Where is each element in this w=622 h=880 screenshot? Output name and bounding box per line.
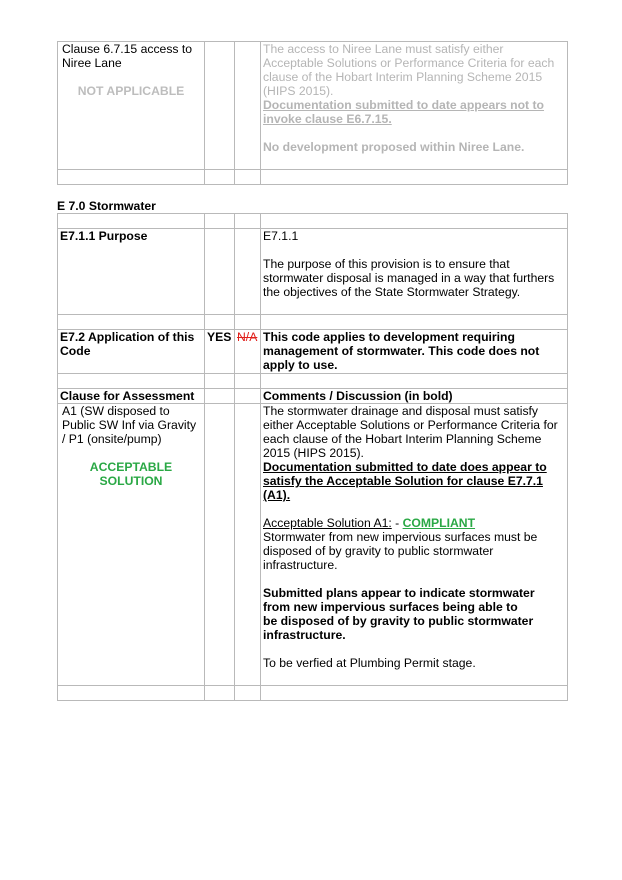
a1-solution-line	[263, 516, 565, 530]
na-label: N/A	[237, 330, 258, 344]
table-row	[58, 330, 568, 374]
comment-para: Documentation submitted to date appears not to invoke clause E6.7.15.	[263, 98, 545, 126]
clause-label: Clause 6.7.15 access to Niree Lane	[62, 42, 193, 70]
section-heading: E 7.0 Stormwater	[57, 199, 156, 213]
comment-para: No development proposed within Niree Lane.	[263, 140, 525, 154]
table-row	[58, 389, 568, 404]
table-row	[58, 374, 568, 389]
a1-label: A1 (SW disposed to Public SW Inf via Gravity / P1 (onsite/pump)	[62, 404, 197, 446]
a1-verify-text: To be verfied at Plumbing Permit stage.	[263, 656, 476, 670]
status-not-applicable: NOT APPLICABLE	[77, 84, 185, 98]
purpose-cell	[261, 229, 568, 315]
comment-para: The access to Niree Lane must satisfy either Acceptable Solutions or Performance Criteria for each clause of the Hobart Interim Planning Scheme 2015 (HIPS 2015).	[263, 42, 555, 98]
a1-solution-sep: -	[391, 516, 403, 530]
a1-cell	[58, 404, 205, 686]
a1-para: The stormwater drainage and disposal must satisfy either Acceptable Solutions or Performance Criteria for each clause of the Hobart Interim Planning Scheme 2015 (HIPS 2015).	[263, 404, 558, 460]
clause-cell	[58, 42, 205, 170]
table-row	[58, 229, 568, 315]
table-row	[58, 42, 568, 170]
purpose-text: The purpose of this provision is to ensure that stormwater disposal is managed in a way that furthers the objectives of the State Stormwater Strategy.	[263, 257, 555, 299]
a1-plans-text: Submitted plans appear to indicate stormwater from new impervious surfaces being able to be disposed of by gravity to public stormwater infrastructure.	[263, 586, 535, 642]
yes-label: YES	[205, 330, 235, 374]
table-row	[58, 686, 568, 701]
table-row	[58, 214, 568, 229]
table-row	[58, 315, 568, 330]
a1-solution-text: Stormwater from new impervious surfaces must be disposed of by gravity to public stormwater infrastructure.	[263, 530, 538, 572]
access-table	[57, 41, 568, 185]
a1-solution-label: Acceptable Solution A1:	[263, 516, 392, 530]
a1-compliance: COMPLIANT	[402, 516, 476, 530]
purpose-code: E7.1.1	[263, 229, 299, 243]
empty-cell	[235, 42, 261, 170]
application-text: This code applies to development requiring management of stormwater. This code does not apply to use.	[261, 330, 568, 374]
stormwater-table	[57, 213, 568, 701]
comment-cell	[261, 42, 568, 170]
application-label: E7.2 Application of this Code	[58, 330, 205, 374]
empty-cell	[205, 42, 235, 170]
comments-header: Comments / Discussion (in bold)	[261, 389, 568, 404]
assessment-header: Clause for Assessment	[58, 389, 205, 404]
table-row	[58, 170, 568, 185]
a1-para-bold: Documentation submitted to date does appear to satisfy the Acceptable Solution for clause E7.7.1 (A1).	[263, 460, 547, 502]
table-row	[58, 404, 568, 686]
a1-status: ACCEPTABLE SOLUTION	[89, 460, 173, 488]
purpose-label: E7.1.1 Purpose	[58, 229, 205, 315]
a1-comment-cell	[261, 404, 568, 686]
